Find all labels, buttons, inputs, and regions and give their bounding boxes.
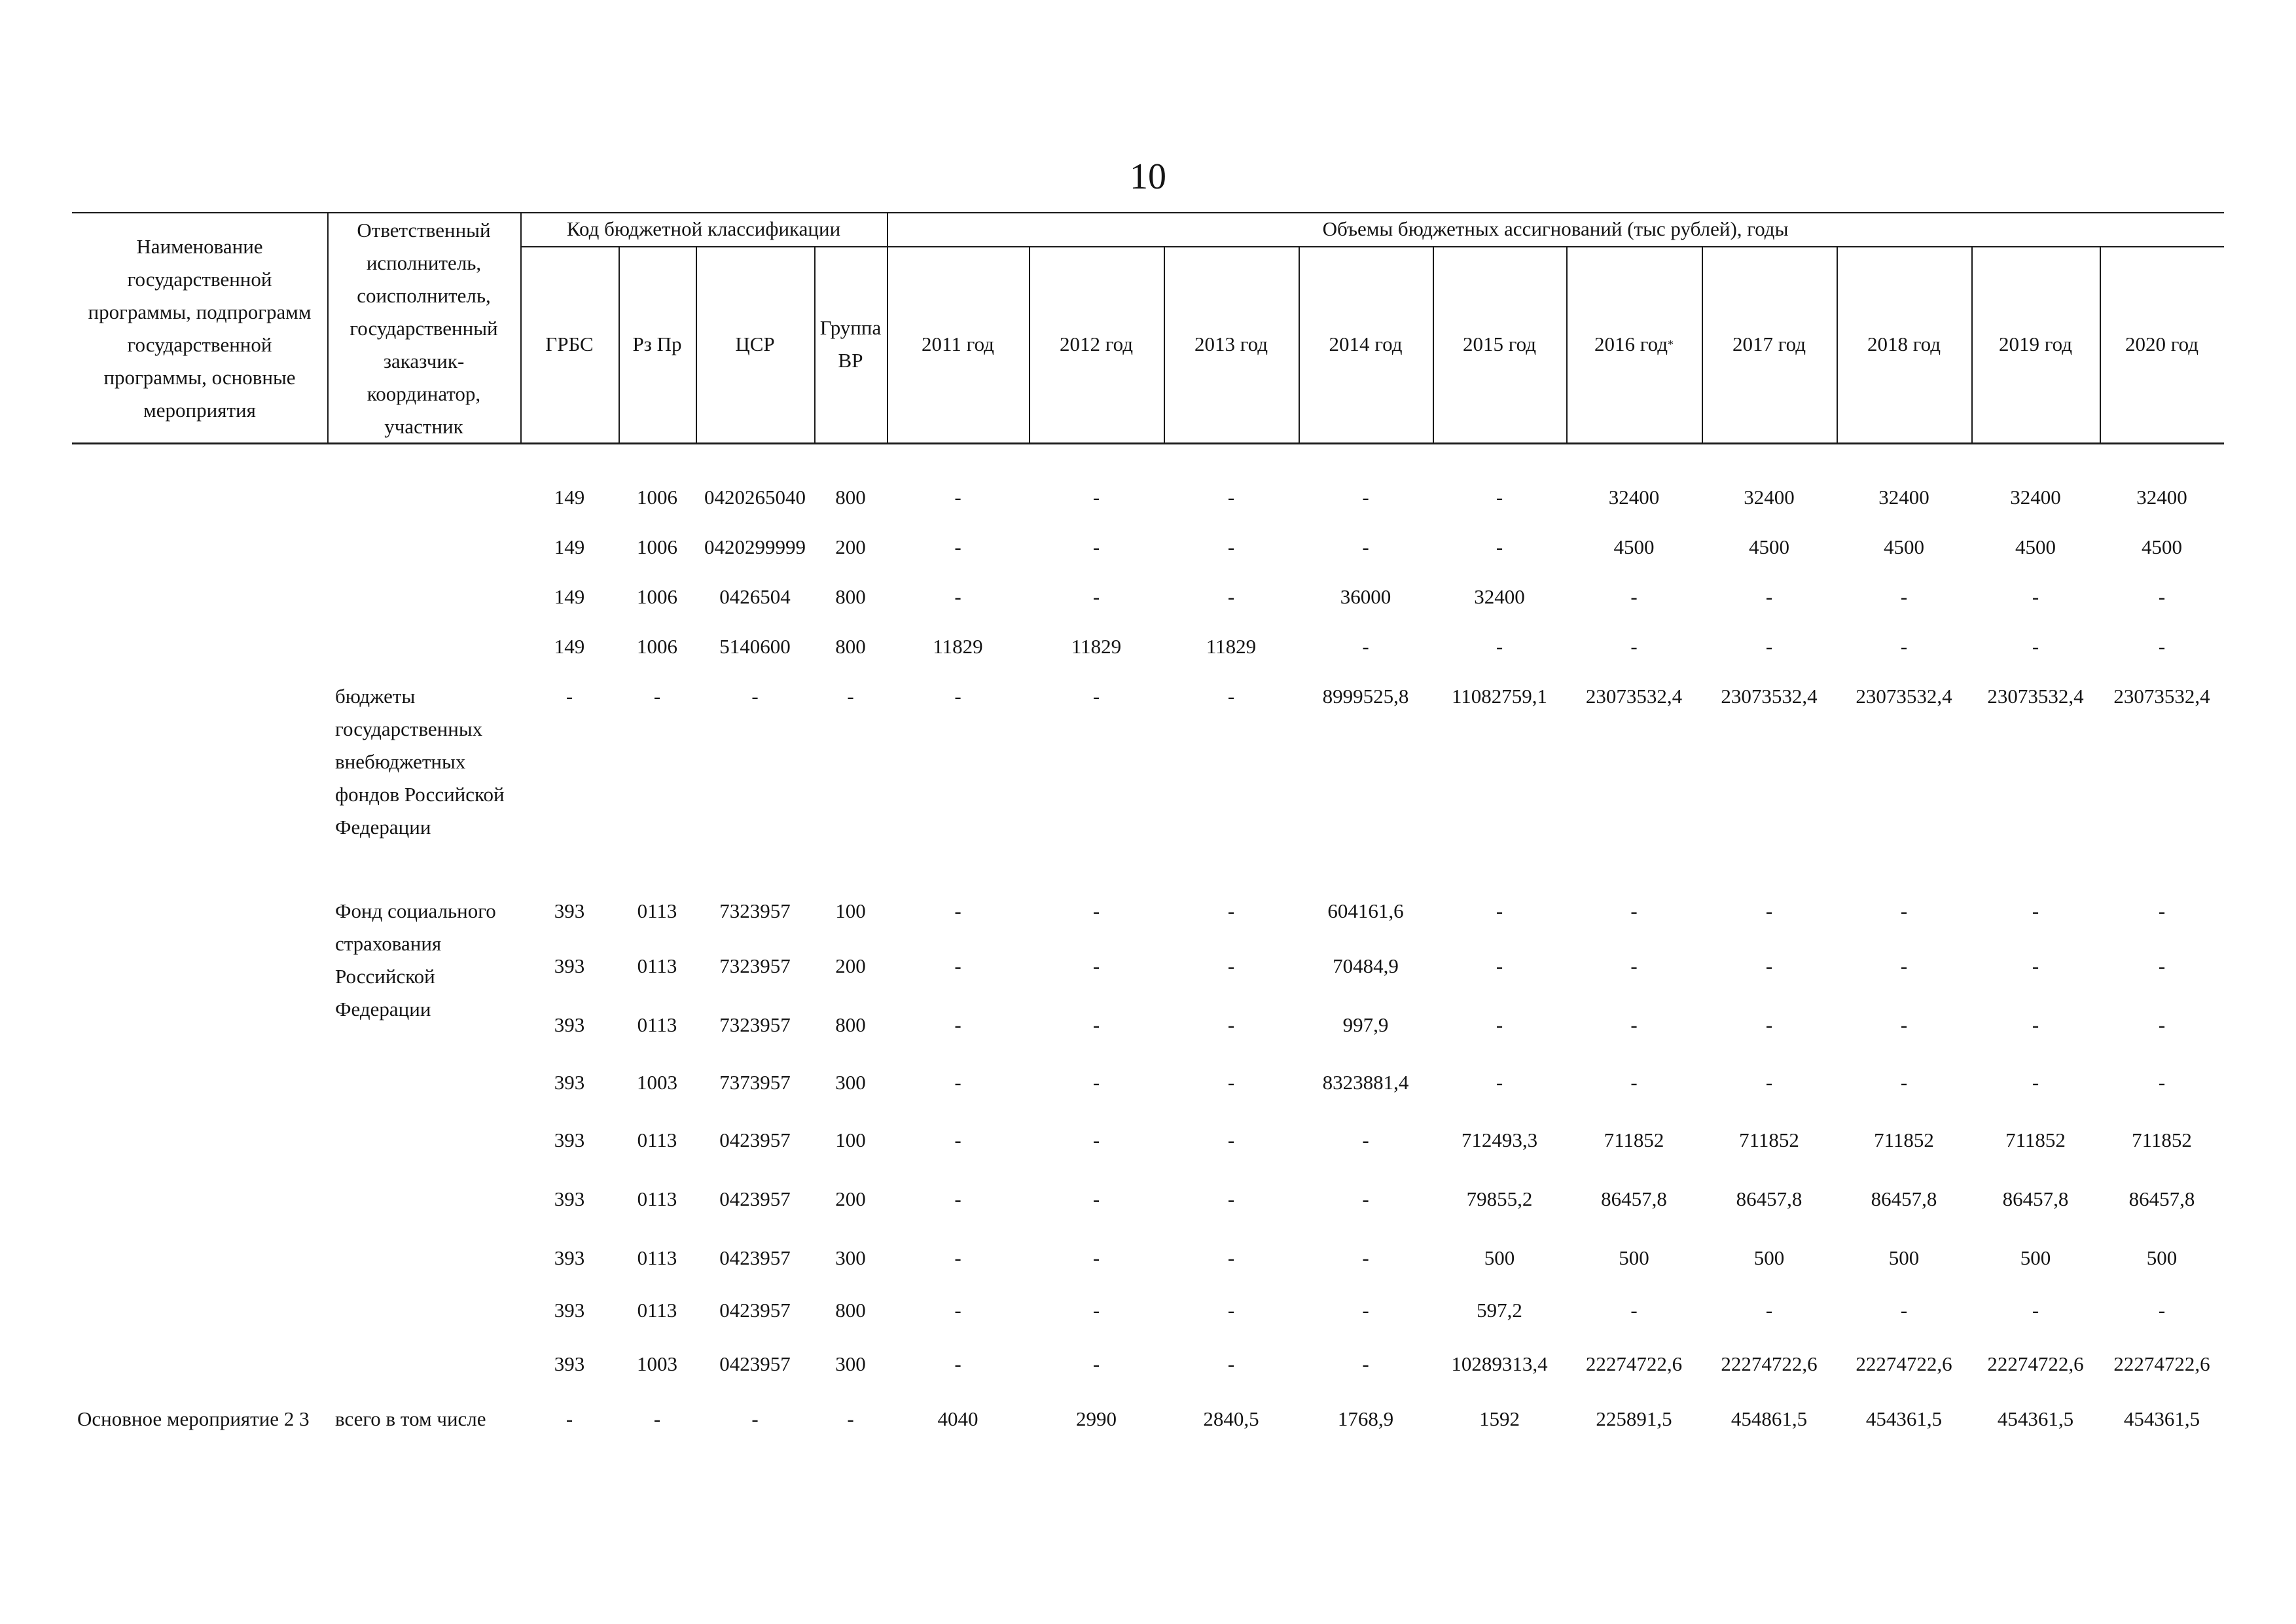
table-cell: - [1765,1299,1773,1322]
table-cell: - [1092,585,1100,608]
header-year-2013-text: 2013 год [1194,333,1268,355]
table-cell: - [1092,899,1100,922]
table-cell: 454361,5 [1865,1407,1943,1430]
table-cell: 1592 [1479,1407,1520,1430]
table-cell: - [1496,1013,1503,1036]
table-cell: - [2032,1299,2039,1322]
table-cell: - [1362,1299,1369,1322]
table-cell: 500 [2020,1246,2051,1269]
table-rule [814,246,816,442]
table-cell: - [954,535,961,558]
table-cell: 23073532,4 [1585,685,1683,708]
header-vr-text: Группа ВР [819,316,882,372]
table-cell: 300 [835,1352,866,1375]
table-cell: - [1900,635,1908,658]
table-cell: 23073532,4 [2113,685,2210,708]
table-cell: 32400 [1474,585,1525,608]
header-year-2019-text: 2019 год [1998,333,2073,355]
table-cell: - [954,954,961,977]
table-cell: 22274722,6 [1856,1352,1952,1375]
table-cell: - [2158,899,2166,922]
table-cell: - [847,685,854,708]
table-cell: 1768,9 [1337,1407,1394,1430]
table-cell: 8999525,8 [1322,685,1409,708]
table-cell: - [954,1071,961,1094]
header-responsible [331,215,516,442]
table-cell: 86457,8 [2128,1187,2195,1210]
table-cell: 86457,8 [1736,1187,1803,1210]
table-cell: - [1092,954,1100,977]
table-cell: - [1362,1128,1369,1151]
header-code-group-text: Код бюджетной классификации [566,217,841,240]
table-cell: - [1227,486,1235,509]
table-cell: 225891,5 [1596,1407,1672,1430]
header-csr [698,246,812,442]
table-cell: 800 [835,486,866,509]
table-cell: 0423957 [719,1299,791,1322]
table-cell: - [1630,585,1638,608]
table-cell: - [954,1352,961,1375]
table-cell: - [954,1013,961,1036]
header-year-2014-text: 2014 год [1329,333,1403,355]
table-cell: - [1092,1128,1100,1151]
table-cell: - [954,1246,961,1269]
table-cell: 86457,8 [1601,1187,1667,1210]
table-cell: 0426504 [719,585,791,608]
table-cell: 32400 [1608,486,1660,509]
table-cell: - [1630,635,1638,658]
table-cell: 604161,6 [1327,899,1404,922]
table-cell: - [1227,685,1235,708]
header-name [76,215,323,442]
table-cell: 1006 [637,535,677,558]
table-cell: - [954,486,961,509]
table-cell: - [1765,1071,1773,1094]
table-cell: 500 [1753,1246,1785,1269]
table-cell: - [1496,899,1503,922]
table-cell: 1006 [637,486,677,509]
table-rule [520,212,522,442]
table-cell: - [1092,1071,1100,1094]
table-cell: 86457,8 [1871,1187,1937,1210]
header-year-2011 [887,246,1029,442]
header-year-2019 [1971,246,2100,442]
table-cell: 11829 [1071,635,1122,658]
table-cell: - [565,1407,573,1430]
table-cell: 32400 [2010,486,2061,509]
table-cell: - [1900,1013,1908,1036]
header-vr [817,246,884,442]
table-rule [619,246,620,442]
table-cell: - [1496,635,1503,658]
table-cell: 800 [835,1013,866,1036]
table-cell: - [1227,899,1235,922]
table-cell: - [1630,954,1638,977]
table-cell: 79855,2 [1466,1187,1533,1210]
table-cell: 100 [835,1128,866,1151]
table-cell: - [2032,1071,2039,1094]
table-cell: - [2158,1071,2166,1094]
table-cell: 22274722,6 [2113,1352,2210,1375]
table-cell: 711852 [2005,1128,2066,1151]
table-cell: - [1630,1071,1638,1094]
table-cell: 500 [1619,1246,1649,1269]
table-cell: - [1496,1071,1503,1094]
table-cell: 2990 [1076,1407,1117,1430]
table-cell: - [1765,954,1773,977]
table-cell: 1003 [637,1352,677,1375]
table-cell: 10289313,4 [1451,1352,1548,1375]
table-cell: 454861,5 [1731,1407,1808,1430]
table-cell: - [1227,954,1235,977]
table-cell: - [1227,1352,1235,1375]
table-cell: 800 [835,1299,866,1322]
table-cell: - [653,1407,661,1430]
header-year-2018 [1837,246,1971,442]
table-cell: - [1092,1352,1100,1375]
table-cell: - [1227,1013,1235,1036]
table-cell: 393 [554,899,585,922]
table-cell: 393 [554,954,585,977]
table-cell: 393 [554,1299,585,1322]
table-cell: 70484,9 [1333,954,1399,977]
table-cell: 36000 [1340,585,1391,608]
table-cell: 32400 [2136,486,2187,509]
header-volumes-group [887,212,2224,246]
table-cell: 86457,8 [2002,1187,2069,1210]
table-cell: 22274722,6 [1585,1352,1683,1375]
row-responsible: всего в том числе [335,1407,486,1430]
row-responsible: бюджеты государственных внебюджетных фондов Российской Федерации [335,685,505,839]
table-cell: - [1092,1299,1100,1322]
table-cell: 100 [835,899,866,922]
table-cell: 23073532,4 [1856,685,1952,708]
table-cell: 7323957 [719,954,791,977]
header-year-2018-text: 2018 год [1867,333,1941,355]
table-cell: - [1496,486,1503,509]
header-rzpr [621,246,693,442]
table-cell: - [1227,1246,1235,1269]
table-cell: 0423957 [719,1187,791,1210]
table-cell: - [751,1407,759,1430]
table-cell: 711852 [2132,1128,2192,1151]
table-cell: 4500 [2015,535,2056,558]
table-cell: - [751,685,759,708]
table-cell: 393 [554,1187,585,1210]
table-cell: - [954,1187,961,1210]
table-cell: - [1496,954,1503,977]
table-cell: 0113 [637,1013,677,1036]
table-cell: 0420299999 [704,535,806,558]
table-cell: 0113 [637,1246,677,1269]
table-cell: - [1227,535,1235,558]
table-cell: - [1362,635,1369,658]
header-year-2012-text: 2012 год [1059,333,1134,355]
table-cell: 8323881,4 [1322,1071,1409,1094]
table-cell: - [1227,585,1235,608]
table-cell: 11829 [1206,635,1257,658]
table-cell: 0423957 [719,1246,791,1269]
header-year-2016-text: 2016 год [1594,333,1668,355]
table-cell: - [1496,535,1503,558]
table-cell: 393 [554,1246,585,1269]
table-cell: 200 [835,535,866,558]
table-cell: - [1362,486,1369,509]
header-year-2016: 2016 год * [1566,246,1702,442]
table-cell: - [1227,1299,1235,1322]
table-cell: 1006 [637,635,677,658]
table-cell: 454361,5 [1997,1407,2074,1430]
table-cell: - [954,899,961,922]
table-cell: 149 [554,635,585,658]
table-cell: 0113 [637,1299,677,1322]
table-cell: - [565,685,573,708]
table-cell: - [1362,535,1369,558]
table-cell: - [1092,486,1100,509]
table-cell: 0113 [637,1187,677,1210]
table-cell: - [2158,954,2166,977]
table-cell: 711852 [1739,1128,1799,1151]
table-cell: - [1900,585,1908,608]
table-cell: 597,2 [1477,1299,1522,1322]
table-cell: 0423957 [719,1352,791,1375]
table-cell: 300 [835,1246,866,1269]
header-grbs [523,246,616,442]
table-cell: - [1765,635,1773,658]
header-year-2012 [1029,246,1164,442]
table-cell: - [2032,899,2039,922]
table-cell: - [1900,1071,1908,1094]
table-cell: - [1900,899,1908,922]
table-cell: - [2158,1013,2166,1036]
table-cell: 1003 [637,1071,677,1094]
table-cell: - [1227,1128,1235,1151]
header-year-2013 [1164,246,1299,442]
table-cell: - [847,1407,854,1430]
table-cell: - [1765,1013,1773,1036]
table-cell: 1006 [637,585,677,608]
table-cell: 4500 [1884,535,1924,558]
table-cell: 4500 [1749,535,1789,558]
header-csr-text: ЦСР [735,333,775,355]
header-year-2011-text: 2011 год [922,333,994,355]
table-cell: 32400 [1744,486,1795,509]
table-cell: - [2158,1299,2166,1322]
table-cell: - [2158,635,2166,658]
table-cell: 500 [2146,1246,2178,1269]
table-cell: - [1227,1071,1235,1094]
table-cell: 711852 [1604,1128,1664,1151]
table-cell: - [1765,585,1773,608]
table-cell: - [2158,585,2166,608]
header-year-2020 [2100,246,2224,442]
table-cell: 454361,5 [2123,1407,2200,1430]
table-cell: - [2032,635,2039,658]
header-year-2017-text: 2017 год [1732,333,1806,355]
header-code-group [520,212,887,246]
header-year-2015 [1433,246,1566,442]
table-cell: - [653,685,661,708]
table-cell: 23073532,4 [1987,685,2084,708]
table-cell: 149 [554,535,585,558]
table-cell: 997,9 [1342,1013,1389,1036]
table-cell: 7323957 [719,899,791,922]
table-cell: 0423957 [719,1128,791,1151]
row-name: Основное мероприятие 2 3 [77,1407,310,1430]
table-cell: - [1362,1246,1369,1269]
table-cell: 200 [835,954,866,977]
table-rule [327,212,329,442]
header-rzpr-text: Рз Пр [632,333,682,355]
table-cell: - [1092,1187,1100,1210]
table-rule [696,246,697,442]
header-year-2014 [1299,246,1433,442]
header-responsible-text: Ответственный исполнитель, соисполнитель, государственный заказчик-координатор, участник [350,219,498,438]
table-cell: 500 [1888,1246,1920,1269]
table-cell: - [954,1128,961,1151]
table-cell: 0420265040 [704,486,806,509]
table-cell: 7323957 [719,1013,791,1036]
table-cell: 712493,3 [1461,1128,1538,1151]
table-cell: - [1630,899,1638,922]
table-cell: - [1092,1246,1100,1269]
table-cell: 4500 [2142,535,2182,558]
table-cell: - [2032,954,2039,977]
table-cell: 149 [554,486,585,509]
header-name-text: Наименование государственной программы, подпрограмм государственной программы, основные мероприятия [88,235,312,422]
table-cell: - [1630,1299,1638,1322]
table-cell: 711852 [1874,1128,1934,1151]
table-cell: 393 [554,1352,585,1375]
table-cell: - [2032,585,2039,608]
table-cell: - [1765,899,1773,922]
table-cell: - [1092,685,1100,708]
table-cell: 22274722,6 [1721,1352,1818,1375]
table-cell: - [1900,1299,1908,1322]
table-cell: 800 [835,585,866,608]
table-cell: - [1900,954,1908,977]
table-cell: 4040 [937,1407,978,1430]
header-year-2015-text: 2015 год [1462,333,1537,355]
table-cell: 23073532,4 [1721,685,1818,708]
table-cell: 11829 [933,635,983,658]
table-cell: - [954,585,961,608]
header-year-2017 [1702,246,1837,442]
table-cell: - [1092,1013,1100,1036]
row-responsible: Фонд социального страхования Российской Федерации [335,899,496,1020]
table-cell: 149 [554,585,585,608]
table-cell: - [1362,1187,1369,1210]
table-cell: 32400 [1878,486,1929,509]
header-volumes-group-text: Объемы бюджетных ассигнований (тыс рублей), годы [1322,217,1789,240]
table-cell: 22274722,6 [1987,1352,2084,1375]
table-cell: - [2032,1013,2039,1036]
table-cell: 2840,5 [1203,1407,1259,1430]
table-cell: 11082759,1 [1451,685,1548,708]
table-cell: 0113 [637,954,677,977]
table-cell: 393 [554,1071,585,1094]
table-cell: - [1092,535,1100,558]
table-cell: 500 [1484,1246,1515,1269]
table-cell: 393 [554,1128,585,1151]
table-cell: 800 [835,635,866,658]
header-grbs-text: ГРБС [545,333,594,355]
table-cell: 0113 [637,1128,677,1151]
table-cell: - [954,1299,961,1322]
table-cell: - [1227,1187,1235,1210]
table-cell: - [1362,1352,1369,1375]
header-year-2020-text: 2020 год [2125,333,2199,355]
table-cell: 4500 [1613,535,1655,558]
table-cell: 200 [835,1187,866,1210]
table-cell: - [1630,1013,1638,1036]
table-cell: 393 [554,1013,585,1036]
table-cell: 0113 [637,899,677,922]
table-cell: 300 [835,1071,866,1094]
page-number: 10 [1130,156,1166,197]
table-cell: 7373957 [719,1071,791,1094]
table-cell: - [954,685,961,708]
table-cell: 5140600 [719,635,791,658]
